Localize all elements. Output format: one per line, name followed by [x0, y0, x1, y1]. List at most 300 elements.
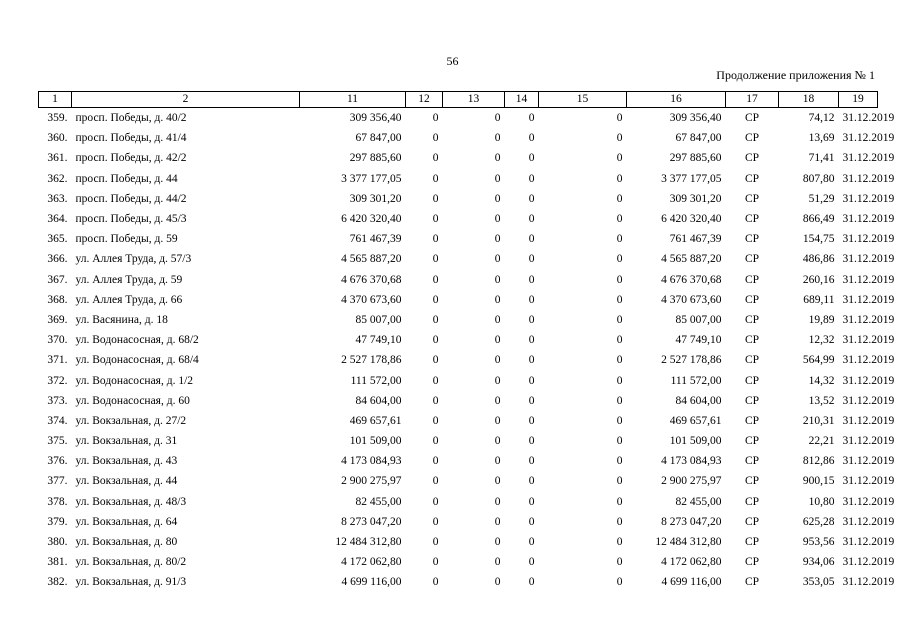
header-col-14: 14 [505, 92, 539, 108]
col-18-value: 74,12 [808, 112, 835, 125]
col-13-value: 0 [494, 132, 501, 145]
col-12-value: 0 [432, 515, 439, 528]
col-15-value: 0 [616, 354, 623, 367]
col-16-value: 297 885,60 [669, 152, 722, 165]
row-number: 381. [47, 556, 68, 569]
table-row [39, 532, 878, 552]
appendix-continuation-label: Продолжение приложения № 1 [716, 68, 875, 82]
header-col-2: 2 [72, 92, 300, 108]
col-14-value: 0 [528, 435, 535, 448]
col-13-value: 0 [494, 394, 501, 407]
col-14-value: 0 [528, 495, 535, 508]
col-13-value: 0 [494, 273, 501, 286]
address: ул. Вокзальная, д. 27/2 [75, 414, 187, 427]
address: ул. Вокзальная, д. 80/2 [75, 556, 187, 569]
row-number: 363. [47, 192, 68, 205]
col-14-value: 0 [528, 354, 535, 367]
col-18-value: 564,99 [802, 354, 835, 367]
col-16-value: 4 565 887,20 [661, 253, 722, 266]
row-number: 362. [47, 172, 68, 185]
col-17-value: СР [744, 152, 760, 165]
col-15-value: 0 [616, 112, 623, 125]
col-11-value: 2 527 178,86 [341, 354, 402, 367]
col-16-value: 85 007,00 [675, 313, 722, 326]
data-table [38, 91, 895, 593]
col-13-value: 0 [494, 414, 501, 427]
col-12-value: 0 [432, 192, 439, 205]
col-18-value: 353,05 [802, 576, 835, 589]
col-18-value: 812,86 [802, 455, 835, 468]
header-col-13: 13 [443, 92, 505, 108]
col-12-value: 0 [432, 172, 439, 185]
col-14-value: 0 [528, 455, 535, 468]
col-18-value: 19,89 [808, 313, 835, 326]
col-13-value: 0 [494, 152, 501, 165]
col-19-date: 31.12.2019 [842, 132, 895, 145]
col-16-value: 84 604,00 [675, 394, 722, 407]
row-number: 372. [47, 374, 68, 387]
header-col-11: 11 [300, 92, 406, 108]
address: просп. Победы, д. 44/2 [75, 192, 187, 205]
address: ул. Вокзальная, д. 43 [75, 455, 178, 468]
address: ул. Аллея Труда, д. 66 [75, 293, 183, 306]
col-18-value: 486,86 [802, 253, 835, 266]
col-14-value: 0 [528, 293, 535, 306]
col-15-value: 0 [616, 394, 623, 407]
col-13-value: 0 [494, 455, 501, 468]
address: ул. Водонасосная, д. 60 [75, 394, 190, 407]
table-row [39, 572, 878, 592]
col-12-value: 0 [432, 495, 439, 508]
col-13-value: 0 [494, 213, 501, 226]
col-18-value: 154,75 [802, 233, 835, 246]
col-11-value: 67 847,00 [355, 132, 402, 145]
row-number: 371. [47, 354, 68, 367]
col-12-value: 0 [432, 374, 439, 387]
col-13-value: 0 [494, 192, 501, 205]
col-17-value: СР [744, 112, 760, 125]
header-col-12: 12 [406, 92, 443, 108]
col-17-value: СР [744, 293, 760, 306]
col-18-value: 22,21 [808, 435, 835, 448]
col-14-value: 0 [528, 414, 535, 427]
row-number: 377. [47, 475, 68, 488]
col-18-value: 71,41 [808, 152, 835, 165]
col-17-value: СР [744, 233, 760, 246]
table-row [39, 391, 878, 411]
table-body [39, 108, 895, 593]
row-number: 367. [47, 273, 68, 286]
col-16-value: 2 527 178,86 [661, 354, 722, 367]
col-11-value: 4 699 116,00 [341, 576, 402, 589]
col-15-value: 0 [616, 455, 623, 468]
col-15-value: 0 [616, 495, 623, 508]
row-number: 375. [47, 435, 68, 448]
table-row [39, 209, 878, 229]
header-col-16: 16 [627, 92, 726, 108]
address: ул. Вокзальная, д. 48/3 [75, 495, 187, 508]
col-15-value: 0 [616, 213, 623, 226]
col-19-date: 31.12.2019 [842, 213, 895, 226]
col-14-value: 0 [528, 475, 535, 488]
col-19-date: 31.12.2019 [842, 374, 895, 387]
table-row [39, 249, 878, 269]
address: ул. Аллея Труда, д. 57/3 [75, 253, 192, 266]
col-18-value: 807,80 [802, 172, 835, 185]
col-19-date: 31.12.2019 [842, 414, 895, 427]
address: просп. Победы, д. 42/2 [75, 152, 187, 165]
col-11-value: 4 565 887,20 [341, 253, 402, 266]
col-13-value: 0 [494, 253, 501, 266]
col-17-value: СР [744, 536, 760, 549]
col-13-value: 0 [494, 334, 501, 347]
col-16-value: 6 420 320,40 [661, 213, 722, 226]
col-14-value: 0 [528, 172, 535, 185]
col-14-value: 0 [528, 112, 535, 125]
col-15-value: 0 [616, 515, 623, 528]
col-17-value: СР [744, 313, 760, 326]
col-15-value: 0 [616, 475, 623, 488]
col-12-value: 0 [432, 455, 439, 468]
col-12-value: 0 [432, 556, 439, 569]
row-number: 380. [47, 536, 68, 549]
table-row [39, 169, 878, 189]
col-11-value: 761 467,39 [349, 233, 402, 246]
col-11-value: 47 749,10 [355, 334, 402, 347]
address: просп. Победы, д. 45/3 [75, 213, 187, 226]
col-11-value: 309 356,40 [349, 112, 402, 125]
col-11-value: 4 172 062,80 [341, 556, 402, 569]
address: ул. Вокзальная, д. 91/3 [75, 576, 187, 589]
col-16-value: 469 657,61 [669, 414, 722, 427]
col-15-value: 0 [616, 253, 623, 266]
row-number: 376. [47, 455, 68, 468]
col-19-date: 31.12.2019 [842, 253, 895, 266]
col-15-value: 0 [616, 556, 623, 569]
col-19-date: 31.12.2019 [842, 515, 895, 528]
col-14-value: 0 [528, 313, 535, 326]
table-row [39, 471, 878, 491]
col-11-value: 6 420 320,40 [341, 213, 402, 226]
address: ул. Вокзальная, д. 31 [75, 435, 178, 448]
col-17-value: СР [744, 475, 760, 488]
table-row [39, 290, 878, 310]
table-row [39, 108, 878, 129]
col-17-value: СР [744, 394, 760, 407]
row-number: 368. [47, 293, 68, 306]
col-17-value: СР [744, 374, 760, 387]
col-14-value: 0 [528, 334, 535, 347]
col-13-value: 0 [494, 435, 501, 448]
col-11-value: 101 509,00 [349, 435, 402, 448]
col-17-value: СР [744, 213, 760, 226]
address: просп. Победы, д. 41/4 [75, 132, 187, 145]
col-19-date: 31.12.2019 [842, 394, 895, 407]
col-12-value: 0 [432, 394, 439, 407]
col-14-value: 0 [528, 576, 535, 589]
col-13-value: 0 [494, 515, 501, 528]
row-number: 360. [47, 132, 68, 145]
col-14-value: 0 [528, 152, 535, 165]
table-row [39, 330, 878, 350]
table-row [39, 229, 878, 249]
address: просп. Победы, д. 40/2 [75, 112, 187, 125]
col-19-date: 31.12.2019 [842, 475, 895, 488]
col-13-value: 0 [494, 495, 501, 508]
col-18-value: 13,52 [808, 394, 835, 407]
row-number: 374. [47, 414, 68, 427]
col-19-date: 31.12.2019 [842, 495, 895, 508]
col-19-date: 31.12.2019 [842, 233, 895, 246]
col-15-value: 0 [616, 233, 623, 246]
table-row [39, 148, 878, 168]
address: ул. Вокзальная, д. 64 [75, 515, 178, 528]
col-17-value: СР [744, 576, 760, 589]
col-13-value: 0 [494, 556, 501, 569]
col-13-value: 0 [494, 354, 501, 367]
col-14-value: 0 [528, 253, 535, 266]
col-12-value: 0 [432, 253, 439, 266]
col-11-value: 8 273 047,20 [341, 515, 402, 528]
col-16-value: 111 572,00 [670, 374, 722, 387]
col-11-value: 297 885,60 [349, 152, 402, 165]
col-13-value: 0 [494, 112, 501, 125]
col-19-date: 31.12.2019 [842, 455, 895, 468]
col-16-value: 4 676 370,68 [661, 273, 722, 286]
col-19-date: 31.12.2019 [842, 172, 895, 185]
col-15-value: 0 [616, 334, 623, 347]
col-17-value: СР [744, 253, 760, 266]
row-number: 366. [47, 253, 68, 266]
address: ул. Водонасосная, д. 68/2 [75, 334, 199, 347]
table-row [39, 370, 878, 390]
table-row [39, 411, 878, 431]
col-11-value: 309 301,20 [349, 192, 402, 205]
col-11-value: 4 676 370,68 [341, 273, 402, 286]
col-18-value: 689,11 [803, 293, 835, 306]
col-17-value: СР [744, 495, 760, 508]
address: ул. Вокзальная, д. 44 [75, 475, 178, 488]
col-16-value: 309 356,40 [669, 112, 722, 125]
col-15-value: 0 [616, 576, 623, 589]
col-11-value: 84 604,00 [355, 394, 402, 407]
address: просп. Победы, д. 44 [75, 172, 178, 185]
col-17-value: СР [744, 354, 760, 367]
col-14-value: 0 [528, 515, 535, 528]
header-row [39, 92, 878, 108]
table-header [39, 92, 878, 108]
col-12-value: 0 [432, 313, 439, 326]
col-11-value: 85 007,00 [355, 313, 402, 326]
col-19-date: 31.12.2019 [842, 556, 895, 569]
col-13-value: 0 [494, 293, 501, 306]
col-18-value: 866,49 [802, 213, 835, 226]
col-17-value: СР [744, 132, 760, 145]
row-number: 361. [47, 152, 68, 165]
col-15-value: 0 [616, 273, 623, 286]
col-12-value: 0 [432, 233, 439, 246]
col-17-value: СР [744, 273, 760, 286]
col-12-value: 0 [432, 414, 439, 427]
col-19-date: 31.12.2019 [842, 435, 895, 448]
col-16-value: 4 370 673,60 [661, 293, 722, 306]
col-16-value: 101 509,00 [669, 435, 722, 448]
row-number: 364. [47, 213, 68, 226]
col-19-date: 31.12.2019 [842, 293, 895, 306]
col-15-value: 0 [616, 152, 623, 165]
table-row [39, 451, 878, 471]
col-18-value: 13,69 [808, 132, 835, 145]
header-col-15: 15 [539, 92, 627, 108]
col-19-date: 31.12.2019 [842, 576, 895, 589]
col-16-value: 4 173 084,93 [661, 455, 722, 468]
col-16-value: 309 301,20 [669, 192, 722, 205]
col-11-value: 82 455,00 [355, 495, 402, 508]
col-11-value: 469 657,61 [349, 414, 402, 427]
col-11-value: 2 900 275,97 [341, 475, 402, 488]
col-19-date: 31.12.2019 [842, 152, 895, 165]
col-18-value: 10,80 [808, 495, 835, 508]
col-16-value: 8 273 047,20 [661, 515, 722, 528]
row-number: 379. [47, 515, 68, 528]
col-14-value: 0 [528, 556, 535, 569]
col-18-value: 260,16 [802, 273, 835, 286]
col-12-value: 0 [432, 334, 439, 347]
col-14-value: 0 [528, 394, 535, 407]
col-17-value: СР [744, 435, 760, 448]
col-11-value: 111 572,00 [350, 374, 402, 387]
col-16-value: 2 900 275,97 [661, 475, 722, 488]
col-15-value: 0 [616, 192, 623, 205]
col-19-date: 31.12.2019 [842, 112, 895, 125]
col-16-value: 12 484 312,80 [655, 536, 722, 549]
col-12-value: 0 [432, 293, 439, 306]
col-15-value: 0 [616, 435, 623, 448]
header-col-18: 18 [779, 92, 839, 108]
col-18-value: 900,15 [802, 475, 835, 488]
address: ул. Аллея Труда, д. 59 [75, 273, 183, 286]
col-12-value: 0 [432, 536, 439, 549]
col-14-value: 0 [528, 213, 535, 226]
table-row [39, 350, 878, 370]
row-number: 369. [47, 313, 68, 326]
col-17-value: СР [744, 455, 760, 468]
address: ул. Водонасосная, д. 1/2 [75, 374, 194, 387]
col-12-value: 0 [432, 273, 439, 286]
header-col-1: 1 [39, 92, 72, 108]
col-17-value: СР [744, 172, 760, 185]
col-14-value: 0 [528, 536, 535, 549]
col-19-date: 31.12.2019 [842, 334, 895, 347]
row-number: 365. [47, 233, 68, 246]
col-12-value: 0 [432, 132, 439, 145]
col-18-value: 625,28 [802, 515, 835, 528]
page-number: 56 [446, 54, 459, 68]
address: ул. Водонасосная, д. 68/4 [75, 354, 199, 367]
col-17-value: СР [744, 334, 760, 347]
col-13-value: 0 [494, 313, 501, 326]
col-19-date: 31.12.2019 [842, 192, 895, 205]
col-13-value: 0 [494, 475, 501, 488]
col-11-value: 4 173 084,93 [341, 455, 402, 468]
col-15-value: 0 [616, 132, 623, 145]
col-16-value: 3 377 177,05 [661, 172, 722, 185]
col-15-value: 0 [616, 293, 623, 306]
col-19-date: 31.12.2019 [842, 354, 895, 367]
row-number: 382. [47, 576, 68, 589]
col-18-value: 210,31 [802, 414, 835, 427]
address: ул. Васянина, д. 18 [75, 313, 168, 326]
table-row [39, 128, 878, 148]
col-17-value: СР [744, 515, 760, 528]
col-12-value: 0 [432, 475, 439, 488]
col-17-value: СР [744, 192, 760, 205]
col-15-value: 0 [616, 374, 623, 387]
col-11-value: 4 370 673,60 [341, 293, 402, 306]
col-12-value: 0 [432, 576, 439, 589]
col-18-value: 953,56 [802, 536, 835, 549]
col-11-value: 3 377 177,05 [341, 172, 402, 185]
col-13-value: 0 [494, 233, 501, 246]
col-12-value: 0 [432, 354, 439, 367]
col-19-date: 31.12.2019 [842, 536, 895, 549]
address: ул. Вокзальная, д. 80 [75, 536, 178, 549]
col-18-value: 51,29 [808, 192, 835, 205]
col-16-value: 67 847,00 [675, 132, 722, 145]
col-12-value: 0 [432, 213, 439, 226]
col-18-value: 934,06 [802, 556, 835, 569]
table-row [39, 431, 878, 451]
col-13-value: 0 [494, 374, 501, 387]
table-row [39, 512, 878, 532]
col-15-value: 0 [616, 414, 623, 427]
row-number: 378. [47, 495, 68, 508]
header-col-19: 19 [839, 92, 878, 108]
col-17-value: СР [744, 414, 760, 427]
col-18-value: 12,32 [808, 334, 835, 347]
col-17-value: СР [744, 556, 760, 569]
header-col-17: 17 [726, 92, 779, 108]
col-18-value: 14,32 [808, 374, 835, 387]
table-row [39, 492, 878, 512]
col-16-value: 4 699 116,00 [661, 576, 722, 589]
table-row [39, 270, 878, 290]
col-12-value: 0 [432, 435, 439, 448]
col-12-value: 0 [432, 152, 439, 165]
col-14-value: 0 [528, 374, 535, 387]
col-19-date: 31.12.2019 [842, 273, 895, 286]
col-13-value: 0 [494, 172, 501, 185]
col-14-value: 0 [528, 132, 535, 145]
table-row [39, 310, 878, 330]
table-row [39, 189, 878, 209]
table-row [39, 552, 878, 572]
col-16-value: 82 455,00 [675, 495, 722, 508]
col-15-value: 0 [616, 536, 623, 549]
col-19-date: 31.12.2019 [842, 313, 895, 326]
col-16-value: 761 467,39 [669, 233, 722, 246]
col-12-value: 0 [432, 112, 439, 125]
col-14-value: 0 [528, 273, 535, 286]
col-16-value: 4 172 062,80 [661, 556, 722, 569]
col-16-value: 47 749,10 [675, 334, 722, 347]
col-14-value: 0 [528, 192, 535, 205]
col-15-value: 0 [616, 313, 623, 326]
col-11-value: 12 484 312,80 [335, 536, 402, 549]
address: просп. Победы, д. 59 [75, 233, 178, 246]
col-14-value: 0 [528, 233, 535, 246]
col-15-value: 0 [616, 172, 623, 185]
